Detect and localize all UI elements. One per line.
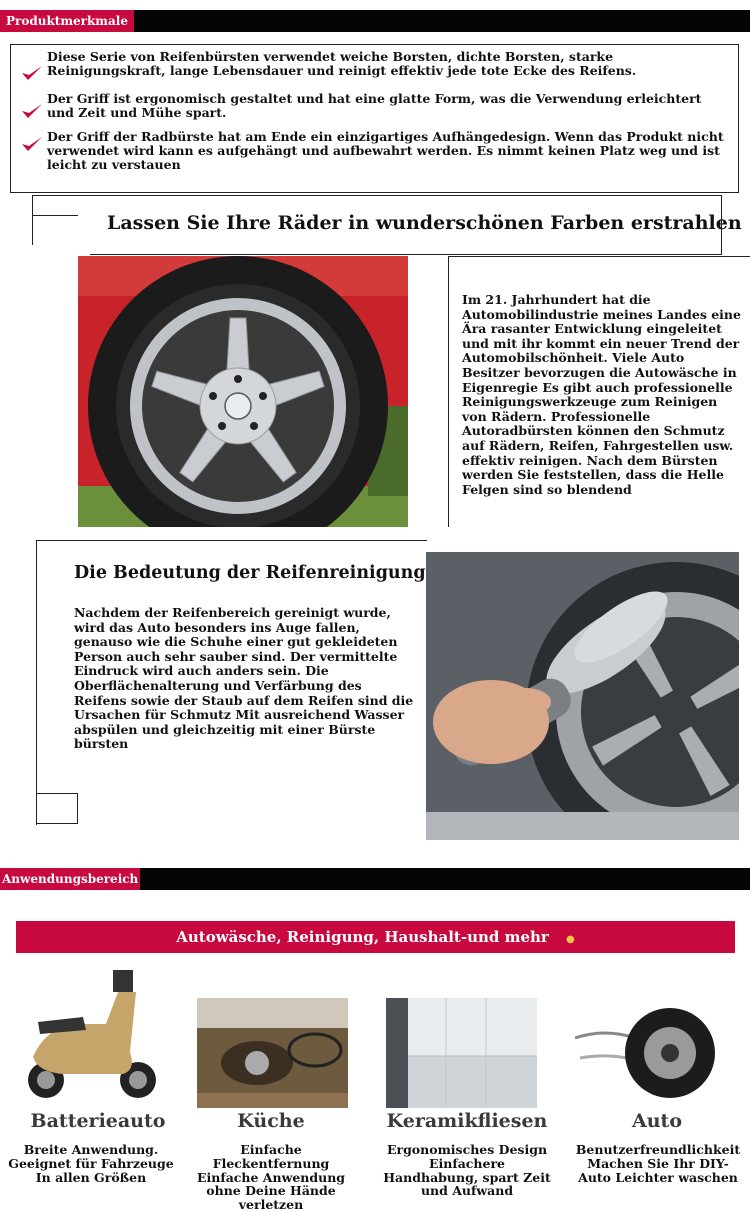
- feature-item: [21, 50, 728, 78]
- application-banner-text: Autowäsche, Reinigung, Haushalt-und mehr: [176, 928, 549, 946]
- features-tag: Produktmerkmale: [0, 10, 134, 32]
- brush-photo: [426, 552, 739, 840]
- tire-illustration: [575, 998, 725, 1108]
- tiles-image: [386, 998, 537, 1108]
- dot-icon: ●: [566, 934, 575, 945]
- application-desc: Ergonomisches Design Einfachere Handhabung, spart Zeit und Aufwand: [383, 1142, 551, 1199]
- application-desc: Einfache Fleckentfernung Einfache Anwendung ohne Deine Hände verletzen: [196, 1142, 346, 1212]
- kitchen-illustration: [197, 998, 348, 1108]
- wheel-illustration: [78, 256, 408, 527]
- frame-line: [32, 195, 33, 215]
- feature-item: [21, 130, 728, 172]
- feature-item: [21, 92, 728, 120]
- features-header-bar: [0, 10, 750, 32]
- checkmark-icon: [21, 102, 43, 120]
- tire-image: [575, 998, 725, 1108]
- frame-corner: [36, 793, 78, 824]
- wheel-photo: [78, 256, 408, 527]
- application-title: Auto: [631, 1110, 682, 1132]
- application-title: Keramikfliesen: [386, 1110, 548, 1132]
- feature-text: Der Griff der Radbürste hat am Ende ein einzigartiges Aufhängedesign. Wenn das Produkt nicht verwendet wird kann es aufgehängt und aufbewahrt werden. Es nimmt keinen Platz weg und ist leicht zu verstauen: [47, 129, 724, 172]
- application-header-bar: [0, 868, 750, 890]
- importance-paragraph: Nachdem der Reifenbereich gereinigt wurde, wird das Auto besonders ins Auge fallen, genauso wie die Schuhe einer gut gekleideten Person auch sehr sauber sind. Der vermittelte Eindruck wird auch anders sein. Die Oberflächenalterung und Verfärbung des Reifens sowie der Staub auf dem Reifen sind die Ursachen für Schmutz Mit ausreichend Wasser abspülen und gleichzeitig mit einer Bürste bürsten: [74, 605, 414, 752]
- frame-line: [32, 195, 90, 196]
- application-tag: Anwendungsbereich: [0, 868, 140, 890]
- scooter-illustration: [18, 962, 158, 1104]
- tiles-illustration: [386, 998, 537, 1108]
- checkmark-icon: [21, 135, 43, 153]
- application-desc: Breite Anwendung. Geeignet für Fahrzeuge In allen Größen: [8, 1142, 174, 1185]
- feature-text: Diese Serie von Reifenbürsten verwendet weiche Borsten, dichte Borsten, starke Reinigungskraft, lange Lebensdauer und reinigt effektiv jede tote Ecke des Reifens.: [47, 49, 637, 78]
- application-title: Batterieauto: [30, 1110, 166, 1132]
- importance-title: Die Bedeutung der Reifenreinigung: [74, 563, 426, 583]
- feature-text: Der Griff ist ergonomisch gestaltet und hat eine glatte Form, was die Verwendung erleichtert und Zeit und Mühe spart.: [47, 91, 702, 120]
- frame-corner: [32, 215, 78, 245]
- brush-illustration: [426, 552, 739, 840]
- scooter-image: [18, 962, 158, 1104]
- frame-line: [36, 793, 77, 794]
- application-desc: Benutzerfreundlichkeit Machen Sie Ihr DIY-Auto Leichter waschen: [575, 1142, 741, 1185]
- application-banner: [16, 921, 735, 953]
- frame-line: [77, 793, 78, 823]
- features-box: [10, 44, 739, 193]
- application-title: Küche: [237, 1110, 305, 1132]
- kitchen-image: [197, 998, 348, 1108]
- shine-title: Lassen Sie Ihre Räder in wunderschönen Farben erstrahlen: [107, 212, 742, 234]
- checkmark-icon: [21, 64, 43, 82]
- shine-paragraph: Im 21. Jahrhundert hat die Automobilindustrie meines Landes eine Ära rasanter Entwicklung eingeleitet und mit ihr kommt ein neuer Trend der Automobilschönheit. Viele Auto Besitzer bevorzugen die Autowäsche in Eigenregie Es gibt auch professionelle Reinigungswerkzeuge zum Reinigen von Rädern. Professionelle Autoradbürsten können den Schmutz auf Rädern, Reifen, Fahrgestellen usw. effektiv reinigen. Nach dem Bürsten werden Sie feststellen, dass die Helle Felgen sind so blendend: [462, 292, 741, 497]
